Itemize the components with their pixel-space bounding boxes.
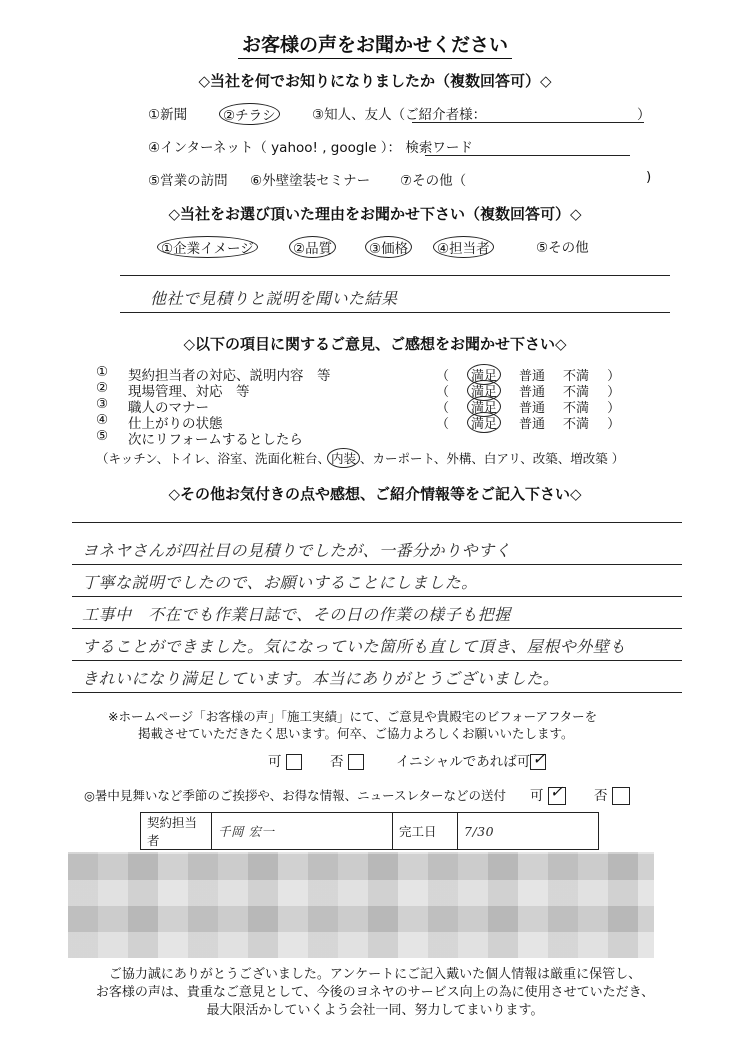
q3-item-label: 職人のマナー	[128, 400, 209, 416]
staff-table	[140, 812, 599, 850]
rating-dissatisfied: 不満	[563, 417, 590, 432]
q4-comment-line: 丁寧な説明でしたので、お願いすることにしました。	[82, 573, 478, 592]
q1-friend-close: ）	[637, 107, 651, 123]
q2-option-price	[368, 236, 412, 258]
q4-comment-line: することができました。気になっていた箇所も直して頂き、屋根や外壁も	[82, 637, 626, 656]
q2-option-staff	[436, 236, 494, 258]
check-mark-icon: ✓	[549, 782, 564, 801]
q4-heading: ◇その他お気付きの点や感想、ご紹介情報等をご記入下さい◇	[168, 485, 582, 503]
rating-normal: 普通	[519, 401, 546, 416]
rating-satisfied: 満足	[467, 412, 501, 433]
newsletter-yes: 可 ✓	[530, 784, 566, 805]
q1-option-seminar: ⑥外壁塗装セミナー	[250, 173, 371, 189]
q1-option-flyer	[222, 103, 280, 125]
footer-line2: お客様の声は、貴重なご意見として、今後のヨネヤのサービス向上の為に使用させていただき、	[95, 985, 655, 1000]
publish-note-line2: 掲載させていただきたく思います。何卒、ご協力よろしくお願いいたします。	[138, 726, 574, 741]
newsletter-text: ◎暑中見舞いなど季節のご挨拶や、お得な情報、ニュースレターなどの送付	[84, 788, 507, 803]
rating-satisfied: 満足	[467, 364, 501, 385]
q4-comment-line: 工事中 不在でも作業日誌で、その日の作業の様子も把握	[82, 605, 511, 624]
rating-dissatisfied: 不満	[563, 401, 590, 416]
q2-heading: ◇当社をお選び頂いた理由をお聞かせ下さい（複数回答可）◇	[168, 205, 582, 223]
publish-initial: イニシャルであれば可 ✓	[396, 749, 546, 770]
q3-heading: ◇以下の項目に関するご意見、ご感想をお聞かせ下さい◇	[183, 335, 567, 353]
checkbox[interactable]	[612, 787, 630, 805]
rating-close: ）	[607, 385, 621, 400]
rating-close: ）	[607, 417, 621, 432]
newsletter-no: 否	[594, 784, 630, 805]
redacted-personal-info	[68, 852, 654, 958]
q1-other-close: )	[646, 169, 652, 185]
footer-line3: 最大限活かしていくよう会社一同、努力してまいります。	[206, 1003, 544, 1018]
q3-item-number: ③	[96, 396, 109, 412]
selection-circle-icon: ③価格	[365, 236, 412, 258]
completion-date-label: 完工日	[393, 813, 458, 850]
rating-dissatisfied: 不満	[563, 385, 590, 400]
contract-staff-label: 契約担当者	[141, 813, 212, 850]
q1-option-newspaper: ①新聞	[148, 107, 188, 123]
rating-close: ）	[607, 401, 621, 416]
rating-normal: 普通	[519, 369, 546, 384]
q4-comment-line: きれいになり満足しています。本当にありがとうございました。	[82, 669, 560, 688]
rating-open: （	[436, 385, 450, 400]
completion-date-value: 7/30	[458, 813, 599, 850]
checkbox[interactable]	[286, 754, 302, 770]
q2-handwritten-reason: 他社で見積りと説明を聞いた結果	[150, 289, 398, 308]
rating-open: （	[436, 401, 450, 416]
search-word-label: 検索ワード	[405, 140, 473, 156]
q2-option-other: ⑤その他	[536, 240, 589, 256]
footer-line1: ご協力誠にありがとうございました。アンケートにご記入戴いた個人情報は厳重に保管し、	[108, 967, 642, 982]
selection-circle-icon: ①企業イメージ	[157, 236, 258, 258]
rating-satisfied: 満足	[467, 380, 501, 401]
rating-normal: 普通	[519, 385, 546, 400]
rating-open: （	[436, 369, 450, 384]
q1-option-sales: ⑤営業の訪問	[148, 173, 228, 189]
rating-satisfied: 満足	[467, 396, 501, 417]
q3-item-label: 現場管理、対応 等	[128, 384, 250, 400]
contract-staff-name: 千岡 宏一	[212, 813, 393, 850]
checkbox[interactable]	[348, 754, 364, 770]
reform-options: （キッチン、トイレ、浴室、洗面化粧台、内装 、カーポート、外構、白アリ、改築、増改築 ）	[96, 448, 624, 468]
publish-no: 否	[330, 750, 364, 770]
checkbox-checked[interactable]	[530, 749, 546, 770]
q3-item-rating	[436, 412, 620, 433]
q2-option-quality	[292, 236, 336, 258]
q4-comment-line: ヨネヤさんが四社目の見積りでしたが、一番分かりやすく	[82, 541, 512, 560]
q2-option-image	[160, 236, 258, 258]
rating-dissatisfied: 不満	[563, 369, 590, 384]
publish-yes: 可	[268, 750, 302, 770]
publish-note-line1: ※ホームページ「お客様の声」「施工実績」にて、ご意見や貴殿宅のビフォーアフターを	[108, 709, 598, 724]
q1-option-internet: ④インターネット（ yahoo! , google ）： 検索ワード	[148, 140, 473, 156]
page-title: お客様の声をお聞かせください	[0, 30, 750, 57]
q3-item-number: ①	[96, 364, 109, 380]
q3-item-number: ⑤	[96, 428, 109, 444]
rating-close: ）	[607, 369, 621, 384]
selection-circle-icon: ④担当者	[433, 236, 494, 258]
checkbox-checked[interactable]	[548, 782, 566, 805]
q3-item-label: 次にリフォームするとしたら	[128, 432, 303, 448]
q3-item-number: ②	[96, 380, 109, 396]
q3-item-label: 契約担当者の対応、説明内容 等	[128, 368, 331, 384]
selection-circle-icon: 内装	[327, 448, 360, 468]
selection-circle-icon: ②チラシ	[219, 103, 280, 125]
selection-circle-icon: ②品質	[289, 236, 336, 258]
check-mark-icon: ✓	[532, 749, 546, 768]
q3-item-number: ④	[96, 412, 109, 428]
q1-option-friend: ③知人、友人（ご紹介者様：	[312, 107, 487, 123]
q3-item-label: 仕上がりの状態	[128, 416, 223, 432]
rating-open: （	[436, 417, 450, 432]
rating-normal: 普通	[519, 417, 546, 432]
q1-heading: ◇当社を何でお知りになりましたか（複数回答可）◇	[198, 72, 552, 90]
q1-option-other: ⑦その他（	[400, 173, 467, 189]
